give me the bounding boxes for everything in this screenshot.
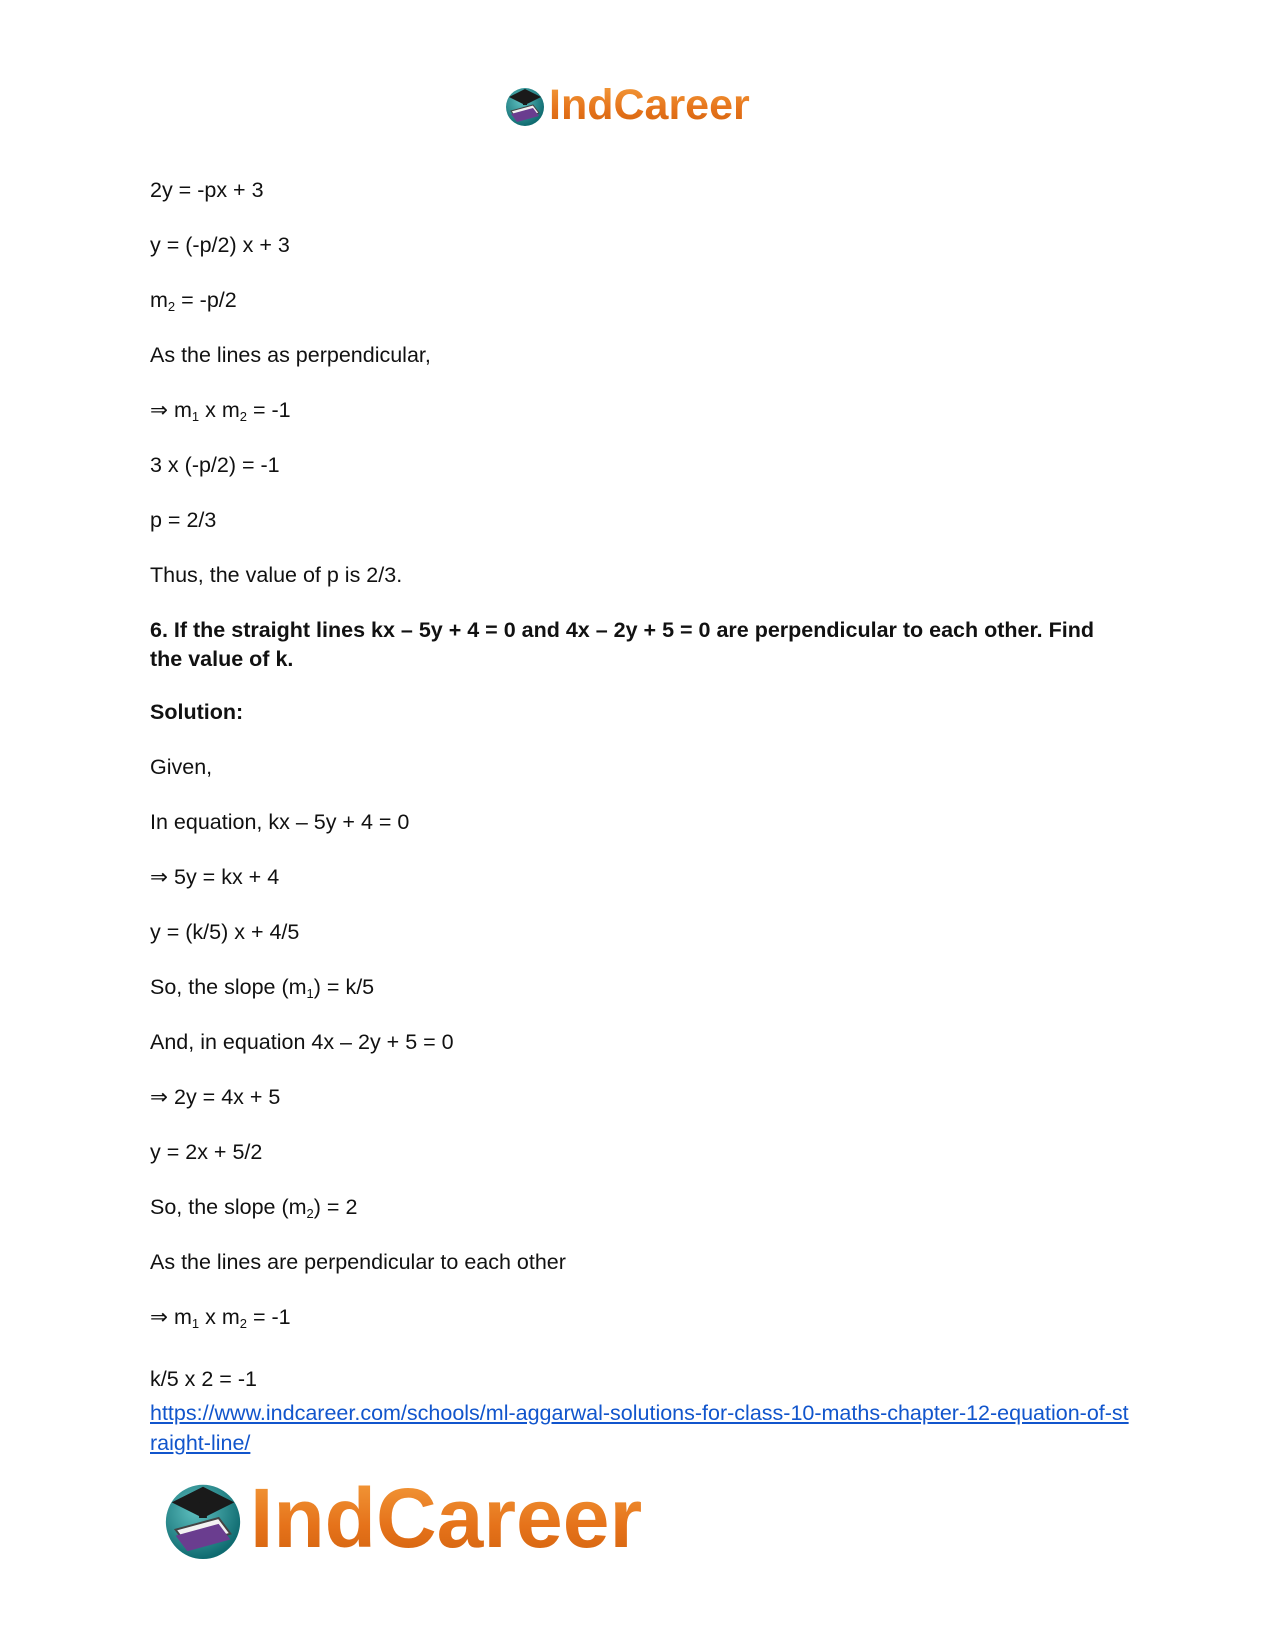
graduation-book-icon — [503, 83, 547, 127]
logo-text: IndCareer — [250, 1471, 643, 1565]
equation-line: p = 2/3 — [150, 508, 217, 532]
source-link-block — [150, 1398, 1130, 1458]
equation-line: 2y = -px + 3 — [150, 178, 264, 202]
equation-line: So, the slope $(m_1) = k/5$ — [150, 975, 375, 1001]
solution-label: Solution: — [150, 700, 244, 724]
logo-text: IndCareer — [549, 80, 750, 129]
equation-line: ⇒ 5y = kx + 4 — [150, 865, 280, 889]
question-heading: 6. If the straight lines kx – 5y + 4 = 0 and 4x – 2y + 5 = 0 are perpendicular to each other. Find the value of k. — [150, 618, 1094, 671]
text-line: As the lines as perpendicular, — [150, 343, 431, 367]
text-line: Given, — [150, 755, 213, 779]
equation-line: And, in equation 4x – 2y + 5 = 0 — [150, 1030, 454, 1054]
equation-line: ⇒ $m_1$ x $m_2 = -1$ — [150, 1305, 291, 1331]
source-link[interactable]: https://www.indcareer.com/schools/ml-aggarwal-solutions-for-class-10-maths-chapter-12-equation-of-straight-line/ — [150, 1401, 1129, 1455]
conclusion-line: Thus, the value of p is 2/3. — [150, 563, 403, 587]
footer-logo — [160, 1472, 642, 1564]
equation-line: In equation, kx – 5y + 4 = 0 — [150, 810, 410, 834]
text-line: As the lines are perpendicular to each other — [150, 1250, 566, 1274]
equation-line: k/5 x 2 = -1 — [150, 1367, 257, 1391]
graduation-book-icon — [160, 1475, 246, 1561]
equation-line: 3 x (-p/2) = -1 — [150, 453, 280, 477]
equation-line: y = 2x + 5/2 — [150, 1140, 263, 1164]
equation-line: So, the slope $(m_2) = 2$ — [150, 1195, 358, 1221]
equation-line: y = (k/5) x + 4/5 — [150, 920, 300, 944]
equation-line: ⇒ 2y = 4x + 5 — [150, 1085, 281, 1109]
equation-line: $m_2 = -p/2$ — [150, 288, 237, 314]
document-body — [150, 176, 1130, 1358]
equation-line: y = (-p/2) x + 3 — [150, 233, 290, 257]
equation-line: ⇒ $m_1$ x $m_2 = -1$ — [150, 398, 291, 424]
header-logo — [503, 80, 750, 130]
